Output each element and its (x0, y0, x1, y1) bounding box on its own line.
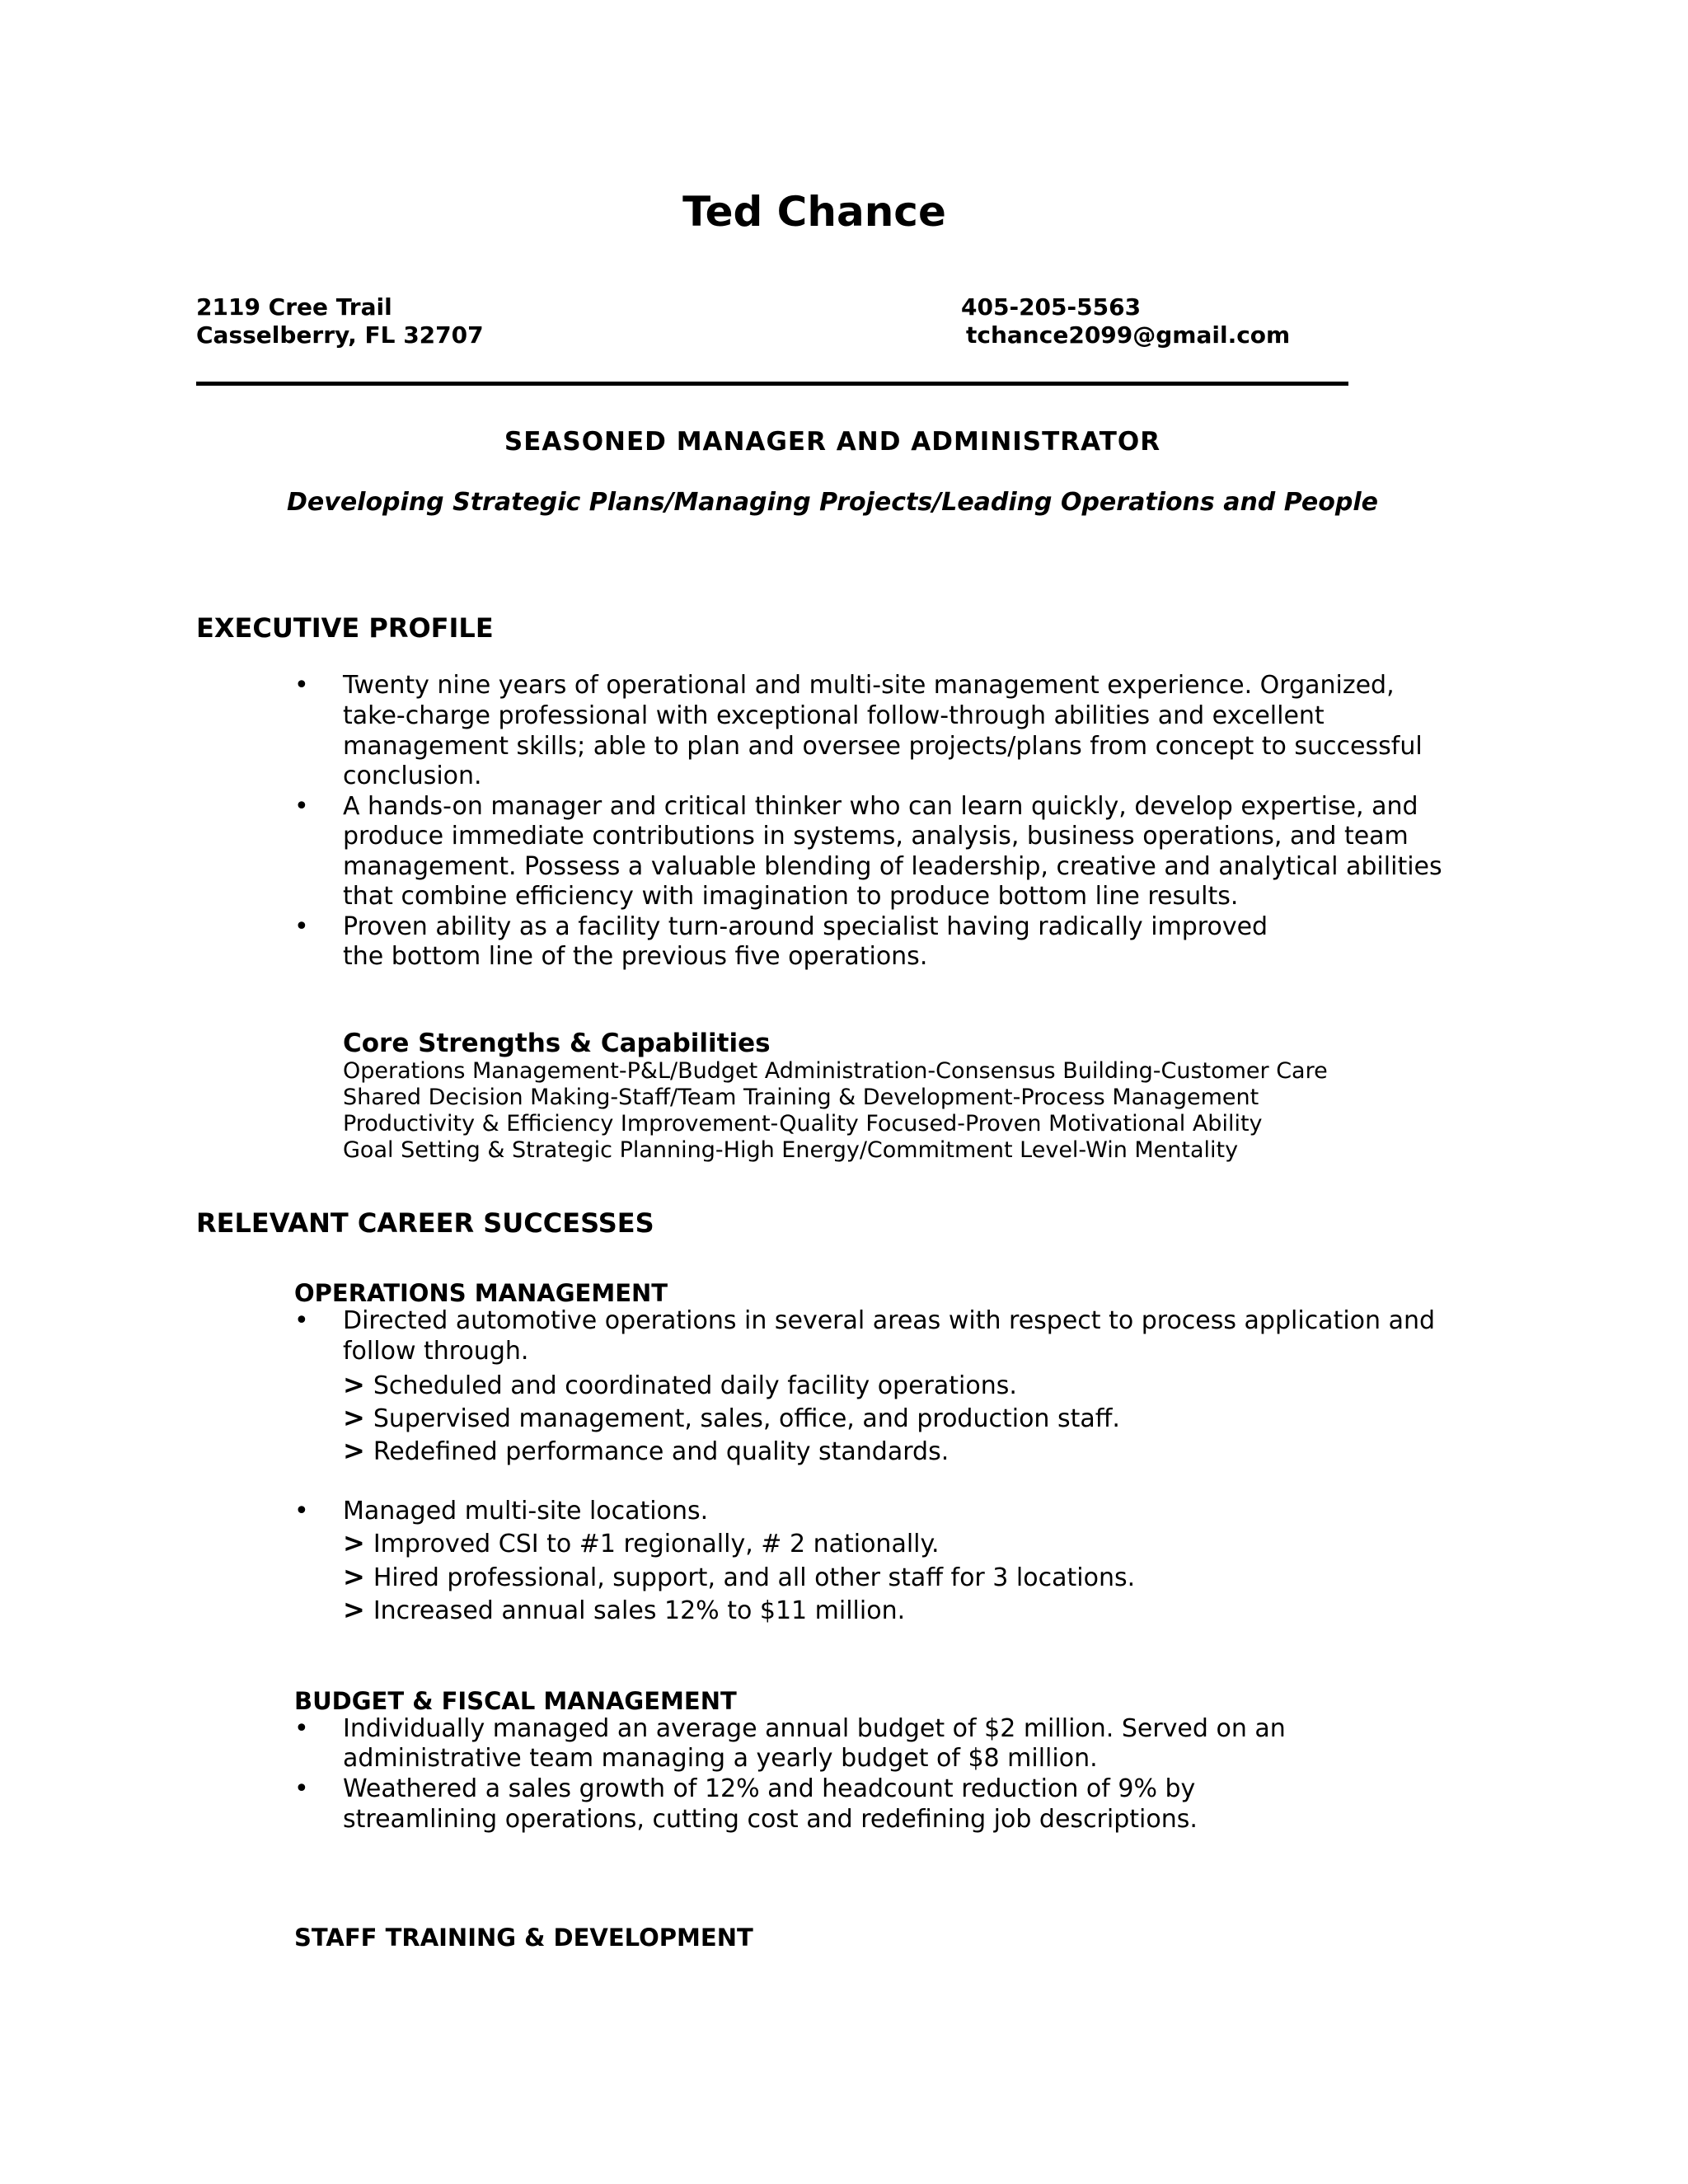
sub-item-text: Increased annual sales 12% to $11 million. (373, 1596, 906, 1625)
address-line-2: Casselberry, FL 32707 (196, 321, 484, 349)
arrow-icon: > (343, 1435, 365, 1466)
career-text: Managed multi-site locations. (343, 1497, 709, 1526)
subsection-title-operations: OPERATIONS MANAGEMENT (294, 1279, 668, 1307)
phone-number: 405-205-5563 (961, 293, 1142, 321)
profile-text: take-charge professional with exceptional follow-through abilities and excellent (343, 701, 1325, 730)
sub-item (343, 1594, 905, 1625)
bullet-icon: • (294, 912, 309, 941)
bullet-icon: • (294, 671, 309, 700)
section-title-executive-profile: EXECUTIVE PROFILE (196, 612, 494, 644)
profile-text: A hands-on manager and critical thinker who can learn quickly, develop expertise, and (343, 792, 1418, 821)
resume-name: Ted Chance (682, 188, 946, 236)
profile-text: Twenty nine years of operational and multi-site management experience. Organized, (343, 671, 1395, 700)
address-line-1: 2119 Cree Trail (196, 293, 392, 321)
sub-item-text: Supervised management, sales, office, and production staff. (373, 1404, 1120, 1433)
core-strength-line: Goal Setting & Strategic Planning-High Energy/Commitment Level-Win Mentality (343, 1137, 1239, 1163)
bullet-icon: • (294, 1714, 309, 1743)
profile-text: conclusion. (343, 762, 482, 790)
bullet-icon: • (294, 1497, 309, 1526)
sub-item (343, 1527, 940, 1558)
email-address: tchance2099@gmail.com (966, 321, 1291, 349)
profile-text: management. Possess a valuable blending of leadership, creative and analytical abilities (343, 852, 1442, 881)
career-text: follow through. (343, 1337, 529, 1366)
header-divider (196, 382, 1348, 386)
career-text: Individually managed an average annual budget of $2 million. Served on an (343, 1714, 1286, 1743)
core-strength-line: Productivity & Efficiency Improvement-Quality Focused-Proven Motivational Ability (343, 1111, 1263, 1137)
career-text: streamlining operations, cutting cost and redefining job descriptions. (343, 1805, 1198, 1834)
subheadline: Developing Strategic Plans/Managing Projects/Leading Operations and People (287, 488, 1378, 517)
sub-item-text: Improved CSI to #1 regionally, # 2 nationally. (373, 1530, 940, 1558)
career-text: Directed automotive operations in several areas with respect to process application and (343, 1306, 1436, 1335)
profile-text: Proven ability as a facility turn-around specialist having radically improved (343, 912, 1268, 941)
career-text: Weathered a sales growth of 12% and headcount reduction of 9% by (343, 1774, 1196, 1803)
career-text: administrative team managing a yearly budget of $8 million. (343, 1744, 1098, 1773)
arrow-icon: > (343, 1594, 365, 1625)
subsection-title-training: STAFF TRAINING & DEVELOPMENT (294, 1924, 753, 1952)
sub-item (343, 1369, 1017, 1400)
profile-text: the bottom line of the previous five operations. (343, 942, 928, 971)
bullet-icon: • (294, 1774, 309, 1803)
sub-item (343, 1435, 949, 1466)
arrow-icon: > (343, 1402, 365, 1433)
core-strength-line: Operations Management-P&L/Budget Administration-Consensus Building-Customer Care (343, 1058, 1328, 1084)
section-title-career-successes: RELEVANT CAREER SUCCESSES (196, 1207, 654, 1239)
profile-text: management skills; able to plan and oversee projects/plans from concept to successful (343, 732, 1423, 761)
bullet-icon: • (294, 1306, 309, 1335)
profile-text: produce immediate contributions in systems, analysis, business operations, and team (343, 822, 1409, 851)
arrow-icon: > (343, 1561, 365, 1592)
sub-item (343, 1402, 1120, 1433)
arrow-icon: > (343, 1369, 365, 1400)
sub-item-text: Scheduled and coordinated daily facility operations. (373, 1371, 1017, 1400)
profile-text: that combine efficiency with imagination to produce bottom line results. (343, 882, 1239, 911)
sub-item-text: Redefined performance and quality standards. (373, 1437, 950, 1466)
sub-item (343, 1561, 1135, 1592)
sub-item-text: Hired professional, support, and all other staff for 3 locations. (373, 1563, 1136, 1592)
core-strengths-title: Core Strengths & Capabilities (343, 1029, 771, 1058)
bullet-icon: • (294, 792, 309, 821)
core-strength-line: Shared Decision Making-Staff/Team Training & Development-Process Management (343, 1085, 1259, 1110)
arrow-icon: > (343, 1527, 365, 1558)
headline: SEASONED MANAGER AND ADMINISTRATOR (504, 427, 1161, 457)
subsection-title-budget: BUDGET & FISCAL MANAGEMENT (294, 1687, 737, 1715)
